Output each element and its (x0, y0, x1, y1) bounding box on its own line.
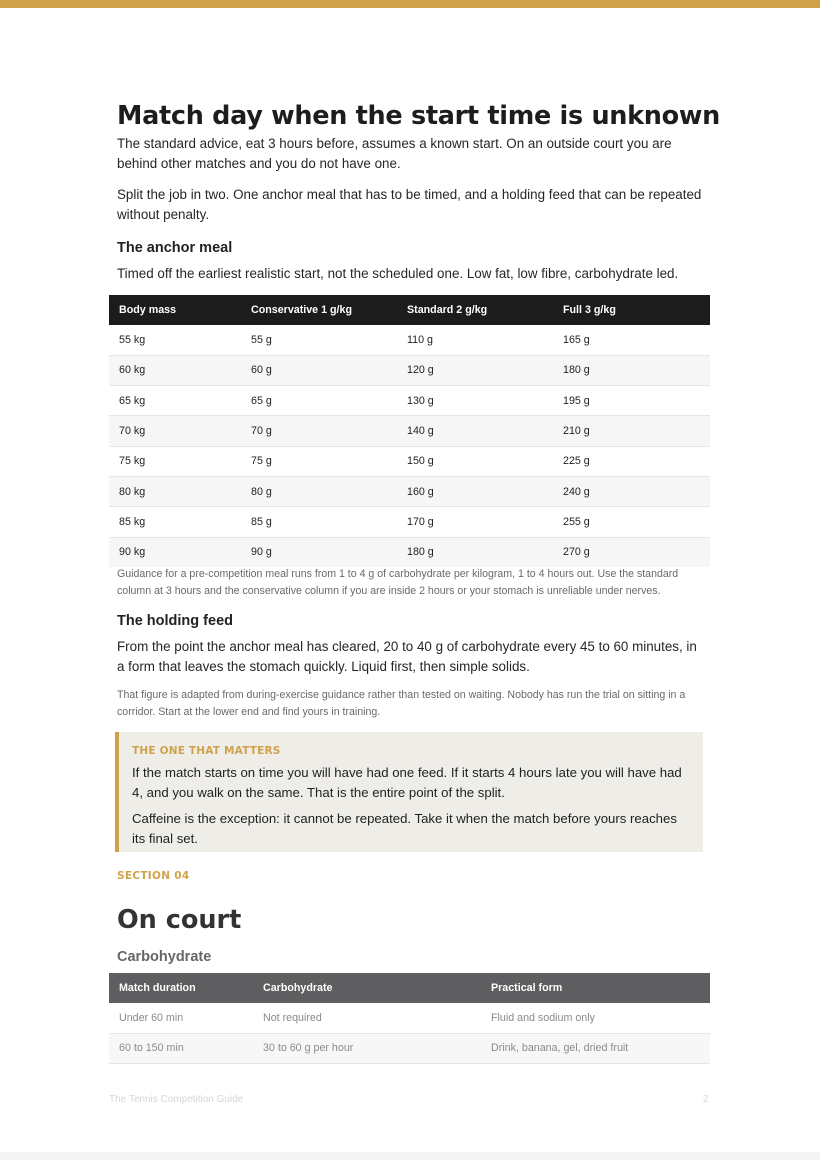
table-cell: 120 g (397, 355, 553, 385)
table-cell: 80 g (241, 476, 397, 506)
table-cell: 195 g (553, 386, 710, 416)
holding-feed-text: From the point the anchor meal has cleared, 20 to 40 g of carbohydrate every 45 to 60 minutes, in a form that leaves the stomach quickly. Liquid first, then simple solids. (117, 639, 697, 674)
top-accent-bar (0, 0, 820, 8)
table-header-row (109, 973, 710, 1003)
table-row (109, 537, 710, 567)
table-cell: 225 g (553, 446, 710, 476)
footer-title: The Tennis Competition Guide (109, 1094, 244, 1105)
table-cell: 55 g (241, 325, 397, 355)
table-cell: 170 g (397, 507, 553, 537)
column-header: Standard 2 g/kg (397, 295, 553, 325)
table-header-row (109, 295, 710, 325)
column-header: Full 3 g/kg (553, 295, 710, 325)
page-number: 2 (703, 1094, 709, 1105)
on-court-table (109, 973, 710, 1064)
table-cell: 160 g (397, 476, 553, 506)
table-cell: Under 60 min (109, 1003, 253, 1033)
table-cell: 70 g (241, 416, 397, 446)
section-title: On court (117, 905, 242, 935)
table-cell: 65 kg (109, 386, 241, 416)
table-cell: 90 g (241, 537, 397, 567)
table-cell: 110 g (397, 325, 553, 355)
table-cell: 55 kg (109, 325, 241, 355)
table-row (109, 1033, 710, 1063)
table-cell: Fluid and sodium only (481, 1003, 710, 1033)
table-row (109, 507, 710, 537)
anchor-meal-note: Guidance for a pre-competition meal runs from 1 to 4 g of carbohydrate per kilogram, 1 to 4 hours out. Use the standard column at 3 hours and the conservative column if you are inside 2 hours or your stomach is unreliable under nerves. (117, 568, 679, 597)
table-row (109, 325, 710, 355)
table-cell: 65 g (241, 386, 397, 416)
table-cell: 240 g (553, 476, 710, 506)
callout-paragraph-1: If the match starts on time you will have had one feed. If it starts 4 hours late you will have had 4, and you walk on the same. That is the entire point of the split. (132, 765, 682, 800)
table-cell: 165 g (553, 325, 710, 355)
table-cell: 85 g (241, 507, 397, 537)
callout-paragraph-2: Caffeine is the exception: it cannot be repeated. Take it when the match before yours reaches its final set. (132, 811, 677, 846)
table-cell: 180 g (553, 355, 710, 385)
holding-feed-heading: The holding feed (117, 613, 233, 629)
column-header: Practical form (481, 973, 710, 1003)
table-cell: 60 kg (109, 355, 241, 385)
table-cell: 75 kg (109, 446, 241, 476)
intro-paragraph-2: Split the job in two. One anchor meal that has to be timed, and a holding feed that can be repeated without penalty. (117, 187, 702, 222)
table-cell: 60 to 150 min (109, 1033, 253, 1063)
column-header: Conservative 1 g/kg (241, 295, 397, 325)
table-cell: 180 g (397, 537, 553, 567)
table-cell: Not required (253, 1003, 481, 1033)
column-header: Body mass (109, 295, 241, 325)
table-cell: 80 kg (109, 476, 241, 506)
table-cell: 75 g (241, 446, 397, 476)
table-row (109, 446, 710, 476)
table-row (109, 416, 710, 446)
table-cell: 255 g (553, 507, 710, 537)
table-cell: 150 g (397, 446, 553, 476)
table-cell: 210 g (553, 416, 710, 446)
table-cell: 270 g (553, 537, 710, 567)
table-cell: 130 g (397, 386, 553, 416)
holding-feed-note: That figure is adapted from during-exercise guidance rather than tested on waiting. Nobody has run the trial on sitting in a corridor. Start at the lower end and find yours in training. (117, 689, 686, 718)
table-cell: 140 g (397, 416, 553, 446)
anchor-meal-heading: The anchor meal (117, 240, 233, 256)
carbohydrate-heading: Carbohydrate (117, 949, 212, 965)
key-point-callout (115, 732, 703, 852)
table-cell: 70 kg (109, 416, 241, 446)
table-row (109, 476, 710, 506)
table-cell: Drink, banana, gel, dried fruit (481, 1033, 710, 1063)
table-cell: 90 kg (109, 537, 241, 567)
intro-paragraph-1: The standard advice, eat 3 hours before, assumes a known start. On an outside court you are behind other matches and you do not have one. (117, 136, 672, 171)
table-row (109, 386, 710, 416)
section-label: SECTION 04 (117, 870, 190, 882)
table-row (109, 355, 710, 385)
table-cell: 85 kg (109, 507, 241, 537)
column-header: Match duration (109, 973, 253, 1003)
bottom-bar (0, 1152, 820, 1160)
anchor-meal-table (109, 295, 710, 567)
page-title: Match day when the start time is unknown (117, 101, 720, 131)
table-cell: 30 to 60 g per hour (253, 1033, 481, 1063)
column-header: Carbohydrate (253, 973, 481, 1003)
table-row (109, 1003, 710, 1033)
anchor-meal-text: Timed off the earliest realistic start, not the scheduled one. Low fat, low fibre, carbohydrate led. (117, 266, 679, 281)
table-cell: 60 g (241, 355, 397, 385)
callout-title: THE ONE THAT MATTERS (132, 745, 281, 757)
